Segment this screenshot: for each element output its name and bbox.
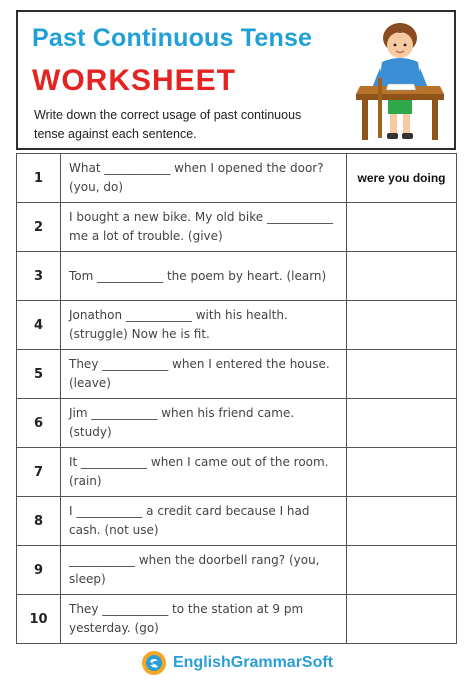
question-number: 5 xyxy=(17,350,61,399)
question-number: 4 xyxy=(17,301,61,350)
question-number: 6 xyxy=(17,399,61,448)
answer-cell[interactable]: were you doing xyxy=(347,154,457,203)
question-row xyxy=(17,154,457,203)
question-row xyxy=(17,546,457,595)
footer-brand: EnglishGrammarSoft xyxy=(172,654,334,671)
question-sentence: I bought a new bike. My old bike ___________ me a lot of trouble. (give) xyxy=(61,203,347,252)
page-title: Past Continuous Tense xyxy=(32,24,313,52)
question-number: 7 xyxy=(17,448,61,497)
answer-cell[interactable] xyxy=(347,350,457,399)
question-number: 10 xyxy=(17,595,61,644)
answer-cell[interactable] xyxy=(347,399,457,448)
question-sentence: Tom ___________ the poem by heart. (learn) xyxy=(61,252,347,301)
boy-writing-at-desk-icon xyxy=(354,18,446,146)
question-sentence: ___________ when the doorbell rang? (you, sleep) xyxy=(61,546,347,595)
answer-cell[interactable] xyxy=(347,252,457,301)
answer-cell[interactable] xyxy=(347,546,457,595)
worksheet-header xyxy=(16,10,456,150)
footer xyxy=(0,648,474,678)
instructions-text: Write down the correct usage of past continuous tense against each sentence. xyxy=(34,108,302,141)
question-sentence: Jim ___________ when his friend came. (study) xyxy=(61,399,347,448)
answer-cell[interactable] xyxy=(347,301,457,350)
question-row xyxy=(17,497,457,546)
question-row xyxy=(17,301,457,350)
question-row xyxy=(17,252,457,301)
question-sentence: They ___________ to the station at 9 pm yesterday. (go) xyxy=(61,595,347,644)
question-number: 3 xyxy=(17,252,61,301)
question-row xyxy=(17,399,457,448)
questions-table xyxy=(16,153,457,644)
question-sentence: They ___________ when I entered the house. (leave) xyxy=(61,350,347,399)
question-number: 9 xyxy=(17,546,61,595)
answer-cell[interactable] xyxy=(347,595,457,644)
question-sentence: Jonathon ___________ with his health. (struggle) Now he is fit. xyxy=(61,301,347,350)
question-number: 2 xyxy=(17,203,61,252)
question-sentence: It ___________ when I came out of the room. (rain) xyxy=(61,448,347,497)
question-sentence: What ___________ when I opened the door? (you, do) xyxy=(61,154,347,203)
question-row xyxy=(17,350,457,399)
answer-cell[interactable] xyxy=(347,448,457,497)
question-number: 1 xyxy=(17,154,61,203)
question-row xyxy=(17,448,457,497)
page-subtitle: WORKSHEET xyxy=(32,64,236,97)
englishgrammarsoft-logo-icon xyxy=(141,650,167,676)
answer-cell[interactable] xyxy=(347,497,457,546)
question-row xyxy=(17,595,457,644)
question-number: 8 xyxy=(17,497,61,546)
question-sentence: I ___________ a credit card because I had cash. (not use) xyxy=(61,497,347,546)
question-row xyxy=(17,203,457,252)
answer-cell[interactable] xyxy=(347,203,457,252)
